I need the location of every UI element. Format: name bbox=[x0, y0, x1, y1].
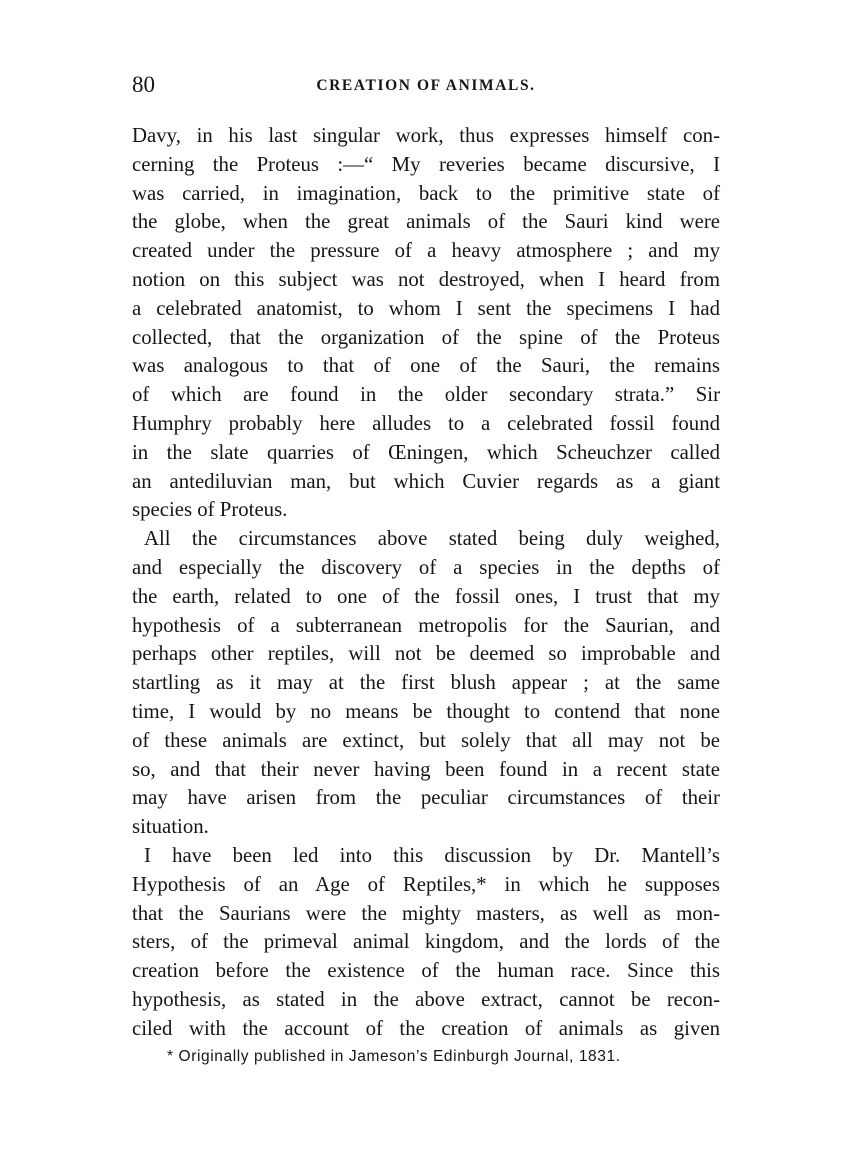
text-line: and especially the discovery of a species in the depths of bbox=[132, 555, 720, 579]
text-line: may have arisen from the peculiar circumstances of their bbox=[132, 786, 720, 810]
text-line: perhaps other reptiles, will not be deemed so improbable and bbox=[132, 642, 720, 666]
text-line: cerning the Proteus :—“ My reveries became discursive, I bbox=[132, 152, 720, 176]
paragraph-3 bbox=[132, 842, 720, 1044]
text-line: creation before the existence of the human race. Since this bbox=[132, 959, 720, 983]
text-line: Humphry probably here alludes to a celebrated fossil found bbox=[132, 411, 720, 435]
text-line: ciled with the account of the creation of animals as given bbox=[132, 1016, 720, 1040]
text-line: an antediluvian man, but which Cuvier regards as a giant bbox=[132, 469, 720, 493]
text-line: of which are found in the older secondary strata.” Sir bbox=[132, 383, 720, 407]
text-line: collected, that the organization of the spine of the Proteus bbox=[132, 325, 720, 349]
text-line: hypothesis, as stated in the above extract, cannot be recon- bbox=[132, 987, 720, 1011]
running-head: CREATION OF ANIMALS. bbox=[316, 77, 536, 94]
text-line: a celebrated anatomist, to whom I sent the specimens I had bbox=[132, 296, 720, 320]
text-line: Hypothesis of an Age of Reptiles,* in which he supposes bbox=[132, 872, 720, 896]
text-line: of these animals are extinct, but solely that all may not be bbox=[132, 728, 720, 752]
page-number: 80 bbox=[132, 72, 155, 97]
text-line: in the slate quarries of Œningen, which Scheuchzer called bbox=[132, 440, 720, 464]
text-line: time, I would by no means be thought to contend that none bbox=[132, 699, 720, 723]
text-line: notion on this subject was not destroyed, when I heard from bbox=[132, 267, 720, 291]
text-line: startling as it may at the first blush appear ; at the same bbox=[132, 671, 720, 695]
text-line: Davy, in his last singular work, thus expresses himself con- bbox=[132, 124, 720, 147]
text-line: was carried, in imagination, back to the primitive state of bbox=[132, 181, 720, 205]
body-text bbox=[132, 122, 720, 1044]
text-line: the globe, when the great animals of the Sauri kind were bbox=[132, 210, 720, 234]
paragraph-2 bbox=[132, 525, 720, 842]
page-header bbox=[132, 72, 720, 102]
text-line: that the Saurians were the mighty masters, as well as mon- bbox=[132, 901, 720, 925]
text-line: I have been led into this discussion by Dr. Mantell’s bbox=[144, 843, 720, 867]
text-line: hypothesis of a subterranean metropolis for the Saurian, and bbox=[132, 613, 720, 637]
text-line: All the circumstances above stated being duly weighed, bbox=[144, 527, 720, 551]
text-line: was analogous to that of one of the Sauri, the remains bbox=[132, 354, 720, 378]
text-line: so, and that their never having been found in a recent state bbox=[132, 757, 720, 781]
text-line: created under the pressure of a heavy atmosphere ; and my bbox=[132, 239, 720, 263]
footnote: * Originally published in Jameson’s Edinburgh Journal, 1831. bbox=[167, 1048, 621, 1065]
text-line: situation. bbox=[132, 815, 209, 839]
paragraph-1 bbox=[132, 122, 720, 525]
text-line: species of Proteus. bbox=[132, 498, 288, 522]
text-line: the earth, related to one of the fossil ones, I trust that my bbox=[132, 584, 720, 608]
text-line: sters, of the primeval animal kingdom, and the lords of the bbox=[132, 930, 720, 954]
